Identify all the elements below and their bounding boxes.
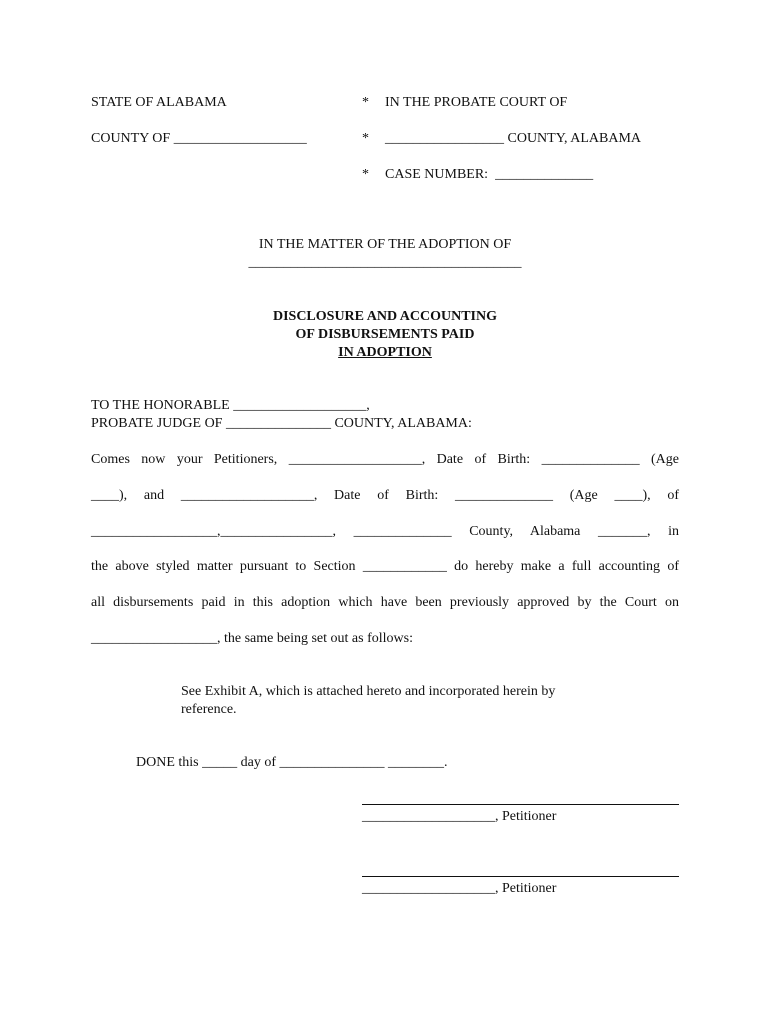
adoptee-name-line: _______________________________________ — [248, 255, 522, 270]
done-date-line: DONE this _____ day of _______________ ________. — [136, 755, 448, 770]
body-line: ____), and ___________________, Date of Birth: ______________ (Age ____), of — [91, 488, 679, 503]
body-line: __________________, the same being set out as follows: — [91, 631, 413, 646]
signature-line — [362, 876, 679, 877]
exhibit-reference-line2: reference. — [181, 702, 237, 717]
county-label: COUNTY OF ___________________ — [91, 131, 307, 146]
signature-line — [362, 804, 679, 805]
body-line: the above styled matter pursuant to Section ____________ do hereby make a full accounting of — [91, 559, 679, 574]
caption-star: * — [362, 167, 369, 182]
body-line: all disbursements paid in this adoption which have been previously approved by the Court on — [91, 595, 679, 610]
court-label: IN THE PROBATE COURT OF — [385, 95, 568, 110]
body-line: __________________,________________, ______________ County, Alabama _______, in — [91, 524, 679, 539]
exhibit-reference-line1: See Exhibit A, which is attached hereto and incorporated herein by — [181, 684, 556, 699]
state-label: STATE OF ALABAMA — [91, 95, 227, 110]
matter-heading: IN THE MATTER OF THE ADOPTION OF — [258, 237, 512, 252]
caption-star: * — [362, 95, 369, 110]
document-title-line1: DISCLOSURE AND ACCOUNTING — [272, 309, 498, 324]
document-title-line2: OF DISBURSEMENTS PAID — [295, 327, 475, 342]
petitioner-name-line: ___________________, Petitioner — [362, 809, 557, 824]
address-line1: TO THE HONORABLE ___________________, — [91, 398, 370, 413]
petitioner-name-line: ___________________, Petitioner — [362, 881, 557, 896]
body-line: Comes now your Petitioners, ___________________, Date of Birth: ______________ (Age — [91, 452, 679, 467]
court-county-label: _________________ COUNTY, ALABAMA — [385, 131, 642, 146]
case-number-label: CASE NUMBER: ______________ — [385, 167, 594, 182]
address-line2: PROBATE JUDGE OF _______________ COUNTY, ALABAMA: — [91, 416, 472, 431]
caption-star: * — [362, 131, 369, 146]
document-title-line3: IN ADOPTION — [338, 345, 432, 360]
